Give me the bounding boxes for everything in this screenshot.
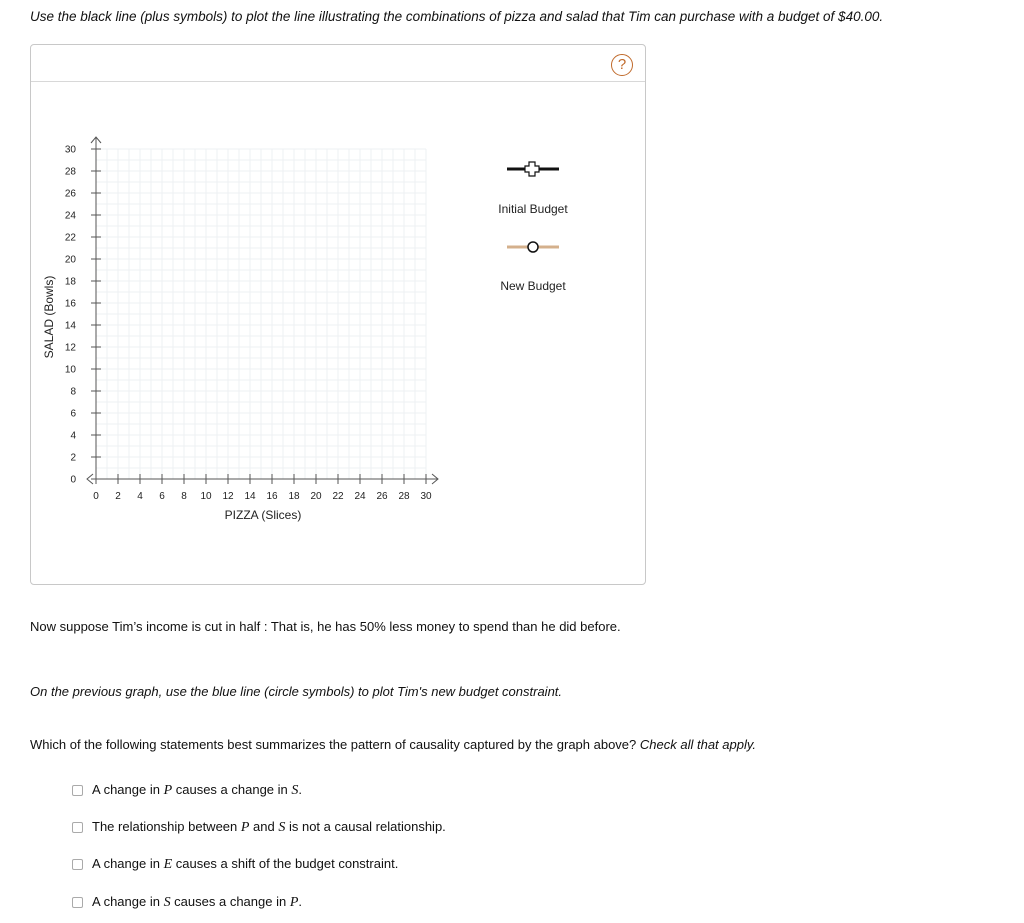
y-tick-label: 24 bbox=[64, 210, 76, 222]
help-icon[interactable]: ? bbox=[611, 54, 633, 76]
x-axis-title: PIZZA (Slices) bbox=[224, 508, 302, 522]
option-4-text: A change in S causes a change in P. bbox=[92, 893, 302, 910]
legend-initial-budget-tool[interactable] bbox=[507, 162, 559, 176]
y-axis-title: SALAD (Bowls) bbox=[42, 275, 56, 359]
x-tick-label: 10 bbox=[200, 491, 212, 502]
legend-new-budget-label: New Budget bbox=[500, 279, 566, 293]
option-2-checkbox[interactable] bbox=[72, 822, 83, 833]
legend-new-budget-tool[interactable] bbox=[507, 242, 559, 252]
x-tick-label: 14 bbox=[244, 491, 256, 502]
question-text bbox=[30, 737, 756, 752]
y-tick-label: 28 bbox=[64, 166, 76, 178]
y-tick-label: 20 bbox=[64, 254, 76, 266]
x-tick-label: 18 bbox=[288, 491, 300, 502]
x-tick-label: 20 bbox=[310, 491, 322, 502]
question-hint: Check all that apply. bbox=[639, 737, 757, 752]
y-tick-label: 8 bbox=[70, 386, 76, 398]
x-tick-label: 26 bbox=[376, 491, 388, 502]
x-tick-label: 8 bbox=[181, 491, 187, 502]
plot-new-instruction: On the previous graph, use the blue line (circle symbols) to plot Tim's new budget constraint. bbox=[30, 684, 563, 699]
y-tick-label: 12 bbox=[64, 342, 76, 354]
plus-icon bbox=[525, 162, 539, 176]
option-4[interactable] bbox=[72, 893, 302, 911]
x-tick-label: 4 bbox=[137, 491, 143, 502]
x-tick-label: 6 bbox=[159, 491, 165, 502]
y-tick-label: 14 bbox=[64, 320, 76, 332]
y-tick-label: 4 bbox=[70, 430, 76, 442]
x-tick-label: 22 bbox=[332, 491, 344, 502]
instructions: Use the black line (plus symbols) to plot the line illustrating the combinations of pizza and salad that Tim can purchase with a budget of $40.00. bbox=[30, 9, 884, 24]
x-tick-label: 28 bbox=[398, 491, 410, 502]
legend-initial-budget-label: Initial Budget bbox=[498, 202, 568, 216]
option-1-text: A change in P causes a change in S. bbox=[92, 781, 302, 798]
income-cut-text: Now suppose Tim’s income is cut in half : That is, he has 50% less money to spend than he did before. bbox=[30, 619, 621, 634]
option-3-checkbox[interactable] bbox=[72, 859, 83, 870]
y-tick-label: 0 bbox=[70, 474, 76, 486]
question-main: Which of the following statements best summarizes the pattern of causality captured by the graph above? bbox=[30, 737, 637, 752]
option-4-checkbox[interactable] bbox=[72, 897, 83, 908]
y-tick-label: 30 bbox=[64, 144, 76, 156]
x-tick-label: 0 bbox=[93, 491, 99, 502]
y-tick-label: 22 bbox=[64, 232, 76, 244]
y-tick-label: 18 bbox=[64, 276, 76, 288]
option-2-text: The relationship between P and S is not a causal relationship. bbox=[92, 818, 446, 835]
x-tick-label: 12 bbox=[222, 491, 234, 502]
x-tick-label: 16 bbox=[266, 491, 278, 502]
option-2[interactable] bbox=[72, 818, 446, 836]
graph-canvas[interactable] bbox=[31, 45, 645, 584]
circle-icon bbox=[528, 242, 538, 252]
y-tick-label: 26 bbox=[64, 188, 76, 200]
graph-panel bbox=[30, 44, 646, 585]
y-tick-label: 6 bbox=[70, 408, 76, 420]
y-tick-label: 10 bbox=[64, 364, 76, 376]
option-3[interactable] bbox=[72, 855, 398, 873]
option-1[interactable] bbox=[72, 781, 302, 799]
y-tick-label: 16 bbox=[64, 298, 76, 310]
grid bbox=[96, 149, 426, 479]
y-tick-label: 2 bbox=[70, 452, 76, 464]
option-1-checkbox[interactable] bbox=[72, 785, 83, 796]
x-tick-label: 2 bbox=[115, 491, 121, 502]
x-tick-label: 24 bbox=[354, 491, 366, 502]
option-3-text: A change in E causes a shift of the budget constraint. bbox=[92, 855, 399, 872]
ticks bbox=[65, 145, 432, 503]
x-tick-label: 30 bbox=[420, 491, 432, 502]
